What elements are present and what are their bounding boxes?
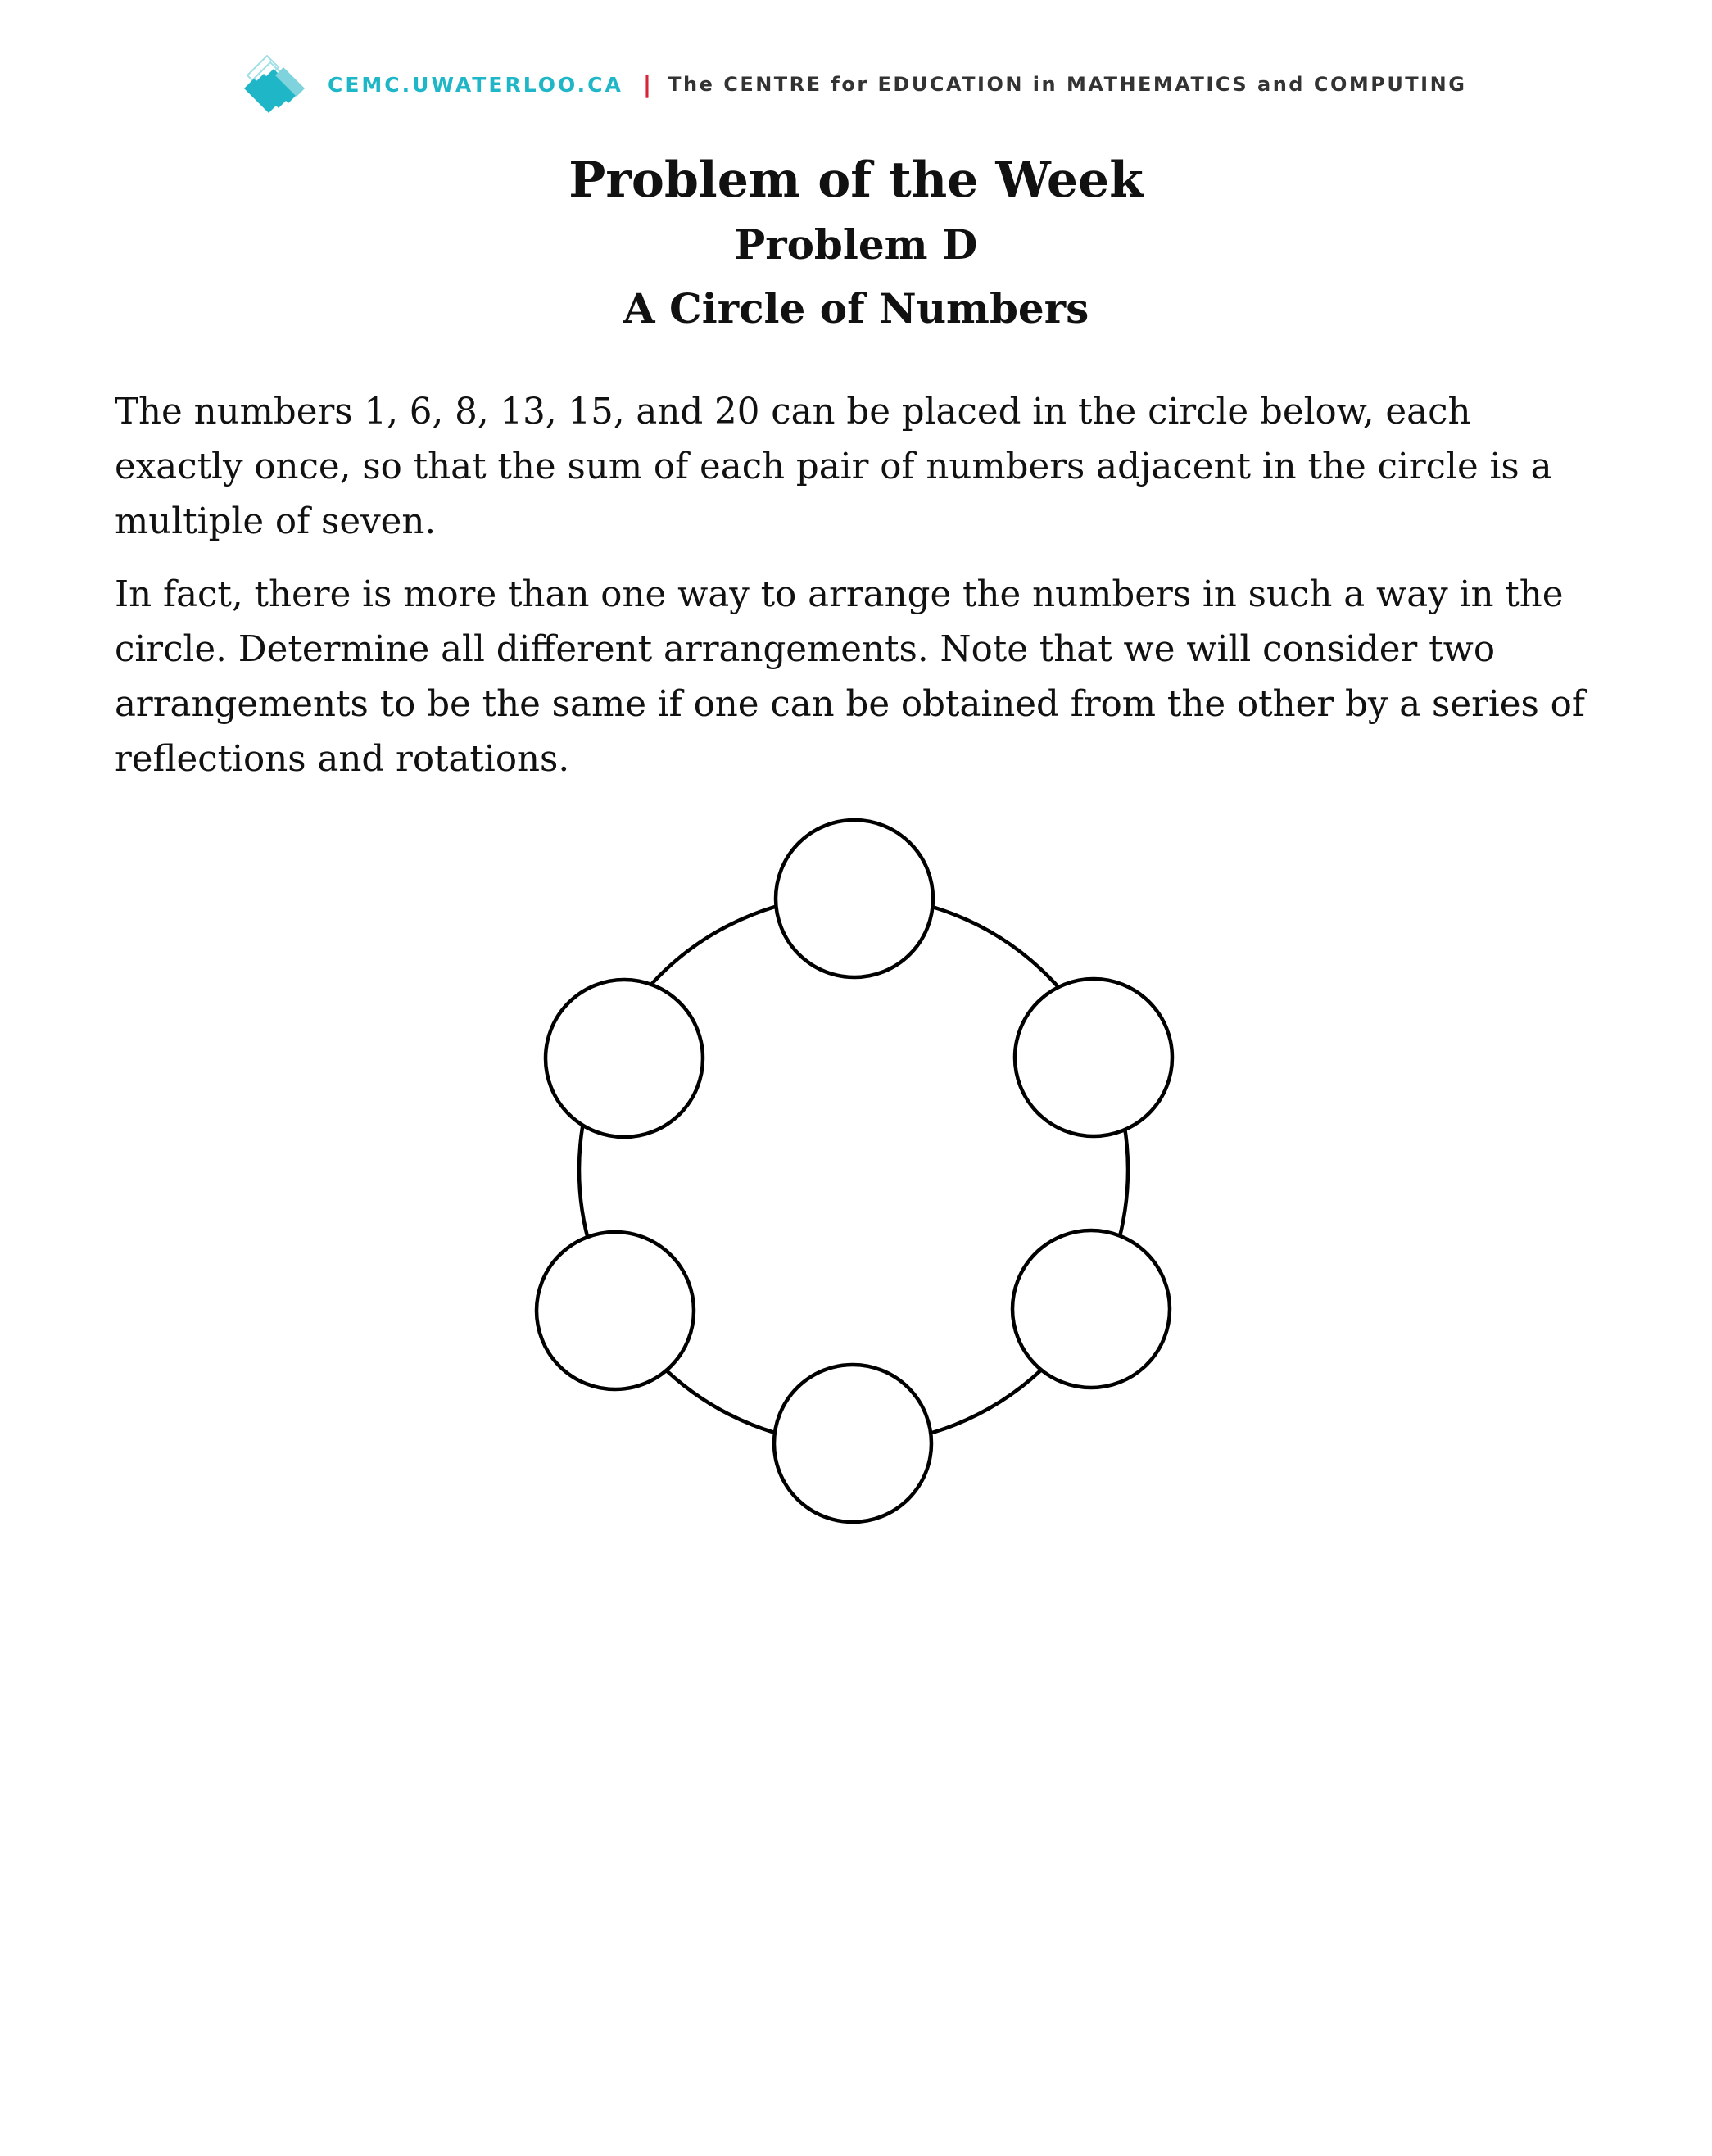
header-separator: |	[642, 70, 652, 98]
site-header	[242, 49, 1466, 120]
organization-name: The CENTRE for EDUCATION in MATHEMATICS and COMPUTING	[668, 73, 1467, 96]
number-slot-top[interactable]	[776, 820, 933, 977]
paragraph-1: The numbers 1, 6, 8, 13, 15, and 20 can be placed in the circle below, each exactly once, so that the sum of each pair of numbers adjacent in the circle is a multiple of seven.	[115, 392, 1552, 542]
number-slot-bottom[interactable]	[774, 1365, 931, 1522]
title-block	[0, 147, 1712, 341]
number-slot-lower-left[interactable]	[537, 1232, 694, 1389]
problem-name: A Circle of Numbers	[623, 284, 1089, 333]
site-url[interactable]: CEMC.UWATERLOO.CA	[328, 72, 623, 97]
number-slot-upper-right[interactable]	[1015, 979, 1172, 1136]
paragraph-2: In fact, there is more than one way to arrange the numbers in such a way in the circle. Determine all different arrangements. Note that we will consider two arrangements to be the same if one can be obtained from the other by a series of reflections and rotations.	[115, 574, 1585, 780]
cemc-logo-icon	[242, 51, 310, 118]
problem-statement	[115, 385, 1606, 805]
problem-label: Problem D	[734, 220, 978, 269]
number-slot-lower-right[interactable]	[1012, 1230, 1170, 1388]
number-slot-upper-left[interactable]	[546, 980, 703, 1137]
page-title: Problem of the Week	[568, 152, 1144, 209]
